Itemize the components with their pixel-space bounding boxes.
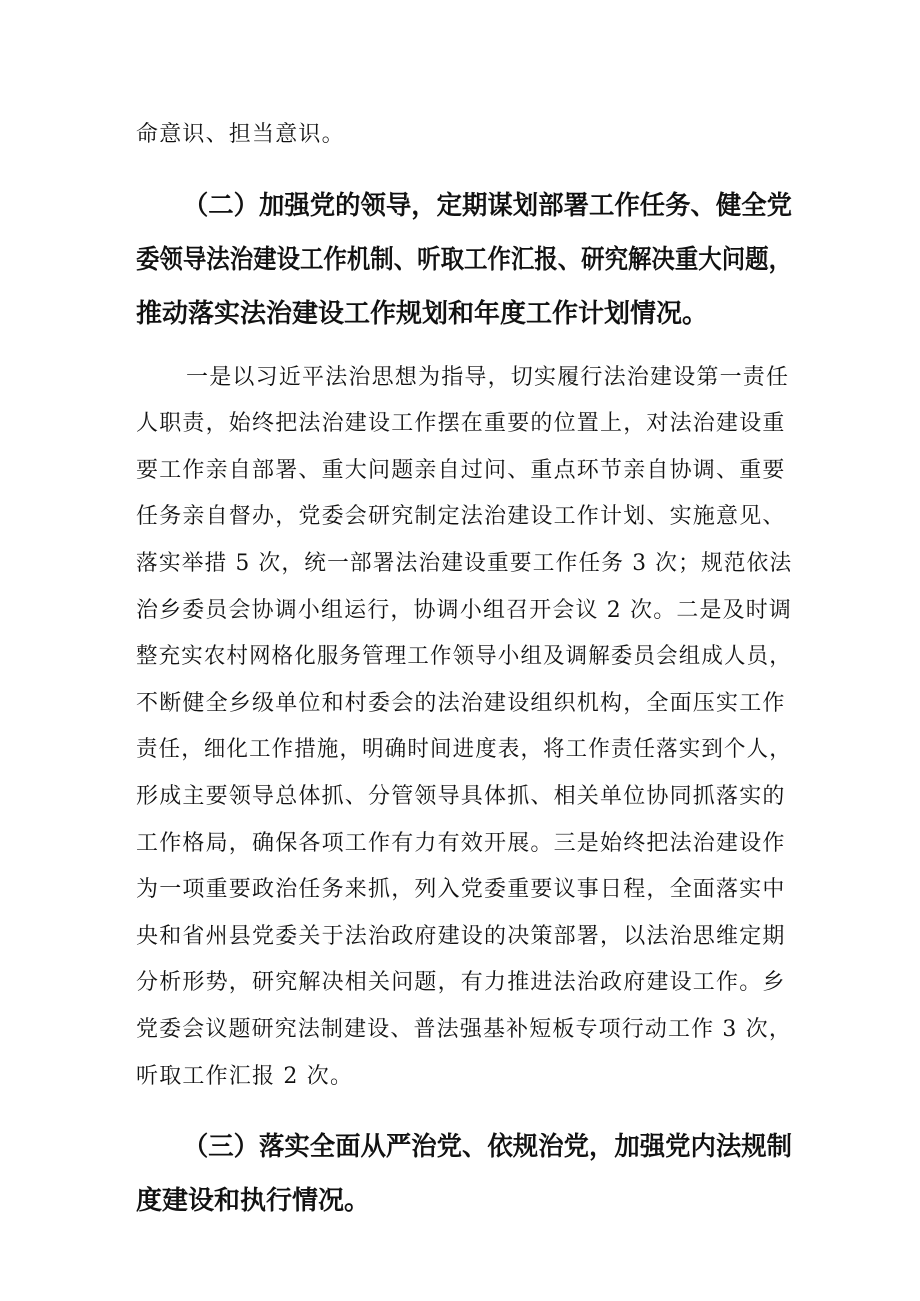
section-2-heading-line: 委领导法治建设工作机制、听取工作汇报、研究解决重大问题， [136, 244, 793, 275]
section-2-paragraph [136, 355, 792, 1101]
paragraph-line: 为一项重要政治任务来抓，列入党委重要议事日程，全面落实中 [136, 877, 786, 903]
paragraph-line: 任务亲自督办，党委会研究制定法治建设工作计划、实施意见、 [136, 504, 786, 530]
paragraph-line: 央和省州县党委关于法治政府建设的决策部署，以法治思维定期 [136, 923, 786, 949]
paragraph-line: 一是以习近平法治思想为指导，切实履行法治建设第一责任 [186, 364, 790, 390]
paragraph-line: 整充实农村网格化服务管理工作领导小组及调解委员会组成人员， [136, 644, 792, 670]
paragraph-line: 落实举措 5 次，统一部署法治建设重要工作任务 3 次；规范依法 [136, 550, 793, 576]
paragraph-line: 人职责，始终把法治建设工作摆在重要的位置上，对法治建设重 [136, 411, 786, 437]
paragraph-line: 要工作亲自部署、重大问题亲自过问、重点环节亲自协调、重要 [136, 457, 786, 483]
paragraph-line: 不断健全乡级单位和村委会的法治建设组织机构，全面压实工作 [136, 690, 786, 716]
section-2-heading-line: 推动落实法治建设工作规划和年度工作计划情况。 [136, 298, 709, 329]
intro-line: 命意识、担当意识。 [136, 122, 345, 147]
section-3-heading-line: 度建设和执行情况。 [136, 1186, 371, 1217]
document-content [136, 112, 792, 1228]
intro-paragraph [136, 112, 792, 159]
paragraph-line: 形成主要领导总体抓、分管领导具体抓、相关单位协同抓落实的 [136, 783, 786, 809]
section-2-heading [136, 179, 792, 341]
paragraph-line: 责任，细化工作措施，明确时间进度表，将工作责任落实到个人， [136, 737, 792, 763]
paragraph-line: 治乡委员会协调小组运行，协调小组召开会议 2 次。二是及时调 [136, 597, 792, 623]
section-3-heading [136, 1120, 792, 1228]
section-2-heading-line: （二）加强党的领导，定期谋划部署工作任务、健全党 [182, 190, 793, 221]
paragraph-line: 工作格局，确保各项工作有力有效开展。三是始终把法治建设作 [136, 830, 786, 856]
paragraph-line: 党委会议题研究法制建设、普法强基补短板专项行动工作 3 次， [136, 1016, 792, 1042]
section-3-heading-line: （三）落实全面从严治党、依规治党，加强党内法规制 [182, 1132, 793, 1163]
paragraph-line: 分析形势，研究解决相关问题，有力推进法治政府建设工作。乡 [136, 970, 786, 996]
paragraph-line: 听取工作汇报 2 次。 [136, 1063, 354, 1089]
